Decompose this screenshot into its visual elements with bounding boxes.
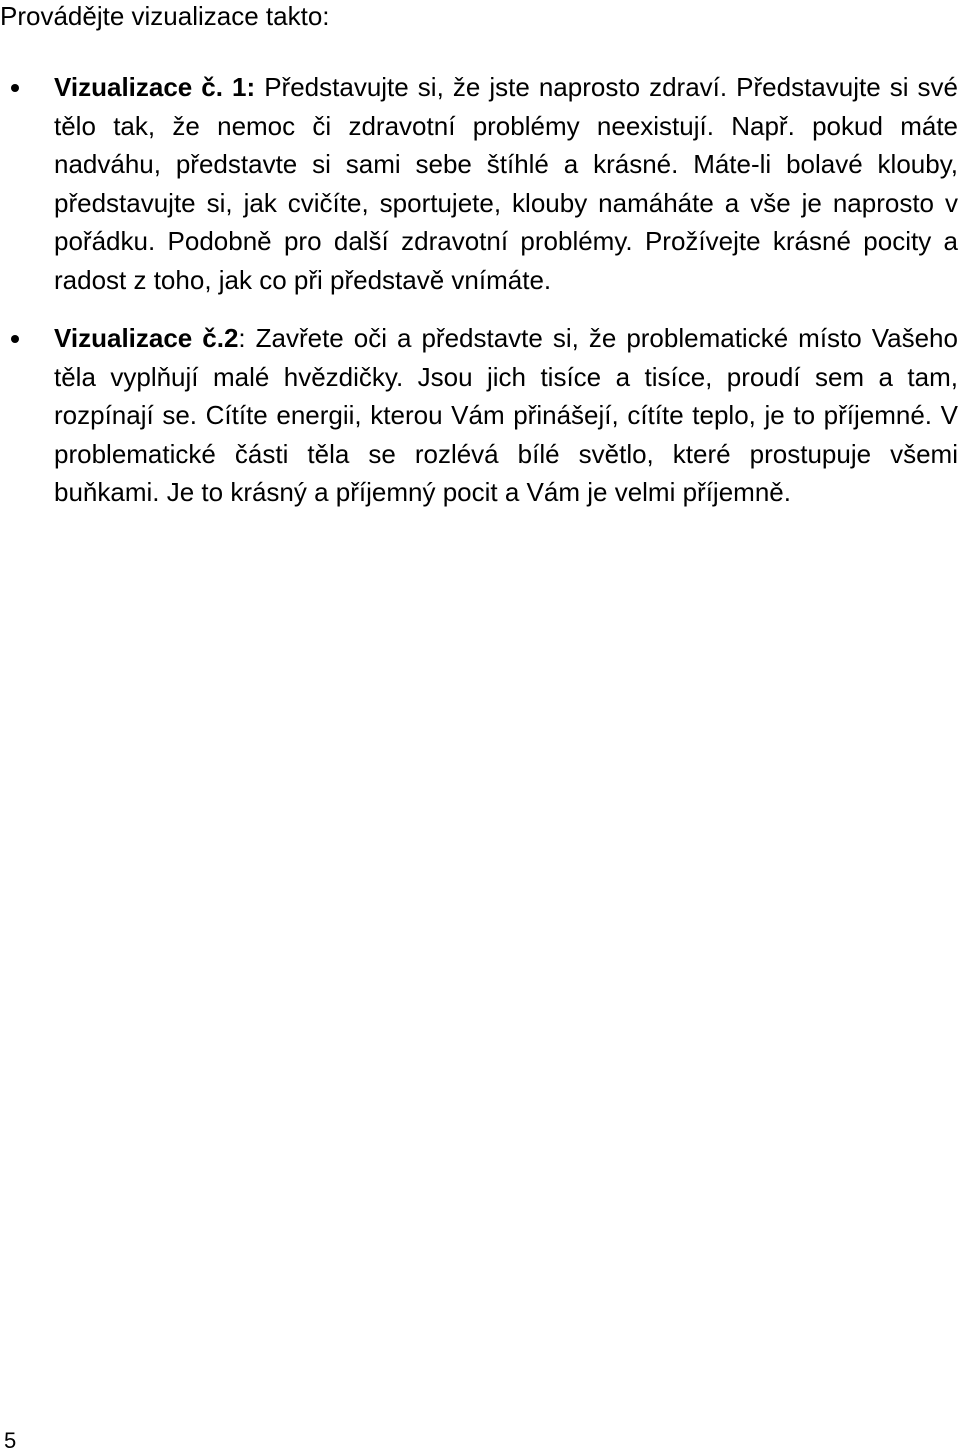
list-item-visualization-2 [0, 319, 958, 512]
bullet-icon [11, 335, 19, 343]
item-text: : Zavřete oči a představte si, že problematické místo Vašeho těla vyplňují malé hvězdičky. Jsou jich tisíce a tisíce, proudí sem a tam, rozpínají se. Cítíte energii, kterou Vám přinášejí, cítíte teplo, je to příjemné. V problematické části těla se rozlévá bílé světlo, které prostupuje všemi buňkami. Je to krásný a příjemný pocit a Vám je velmi příjemně. [54, 323, 958, 507]
intro-heading: Provádějte vizualizace takto: [0, 1, 330, 31]
item-lead: Vizualizace č.2 [54, 323, 239, 353]
list-item-visualization-1 [0, 68, 958, 299]
visualization-list [0, 68, 958, 512]
item-text: Představujte si, že jste naprosto zdraví. Představujte si své tělo tak, že nemoc či zdravotní problémy neexistují. Např. pokud máte nadváhu, představte si sami sebe štíhlé a krásné. Máte-li bolavé klouby, představujte si, jak cvičíte, sportujete, klouby namáháte a vše je naprosto v pořádku. Podobně pro další zdravotní problémy. Prožívejte krásné pocity a radost z toho, jak co při představě vnímáte. [54, 72, 958, 295]
bullet-icon [11, 84, 19, 92]
page-number: 5 [4, 1428, 17, 1453]
item-lead: Vizualizace č. 1: [54, 72, 256, 102]
